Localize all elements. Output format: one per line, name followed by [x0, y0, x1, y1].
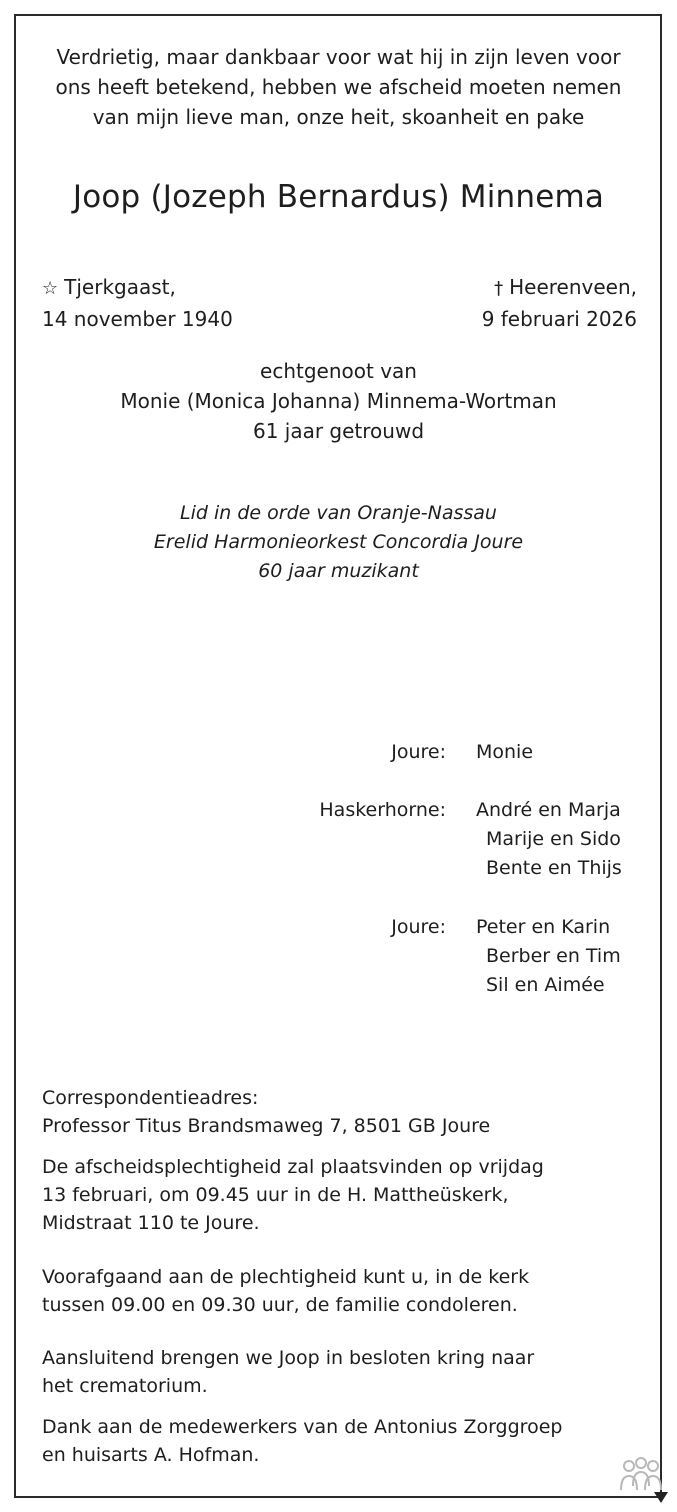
family-place: Joure: [391, 916, 446, 938]
family-members: André en Marja Marije en Sido Bente en Thijs [476, 799, 622, 879]
correspondence-address: Correspondentieadres: Professor Titus Brandsmaweg 7, 8501 GB Joure [42, 1087, 491, 1137]
ceremony-text: De afscheidsplechtigheid zal plaatsvinden op vrijdag 13 februari, om 09.45 uur in de H. Mattheüskerk, Midstraat 110 te Joure. [42, 1156, 544, 1234]
family-place: Haskerhorne: [319, 799, 446, 821]
birth-place: Tjerkgaast, [64, 275, 176, 299]
family-members: Peter en Karin Berber en Tim Sil en Aimée [476, 916, 621, 996]
spouse-info: echtgenoot van Monie (Monica Johanna) Minnema-Wortman 61 jaar getrouwd [120, 359, 557, 443]
condolence-text: Voorafgaand aan de plechtigheid kunt u, in de kerk tussen 09.00 en 09.30 uur, de familie condoleren. [42, 1266, 530, 1316]
birth-date: 14 november 1940 [42, 307, 233, 331]
cremation-text: Aansluitend brengen we Joop in besloten kring naar het crematorium. [42, 1347, 535, 1397]
star-icon: ☆ [42, 278, 59, 299]
people-group-icon [617, 1456, 665, 1496]
death-info [482, 272, 637, 334]
thanks-text: Dank aan de medewerkers van de Antonius Zorggroep en huisarts A. Hofman. [42, 1416, 563, 1466]
intro-text: Verdrietig, maar dankbaar voor wat hij in zijn leven voor ons heeft betekend, hebben we afscheid moeten nemen van mijn lieve man, onze heit, skoanheit en pake [55, 45, 622, 129]
cross-icon: † [494, 278, 504, 299]
birth-info [42, 272, 233, 334]
family-members: Monie [476, 741, 534, 763]
honors: Lid in de orde van Oranje-Nassau Erelid Harmonieorkest Concordia Joure 60 jaar muzikant [153, 502, 524, 582]
deceased-name: Joop (Jozeph Bernardus) Minnema [72, 179, 605, 215]
death-place: Heerenveen, [509, 275, 637, 299]
family-place: Joure: [391, 741, 446, 763]
arrow-down-icon[interactable] [654, 1492, 668, 1503]
death-date: 9 februari 2026 [481, 307, 637, 331]
